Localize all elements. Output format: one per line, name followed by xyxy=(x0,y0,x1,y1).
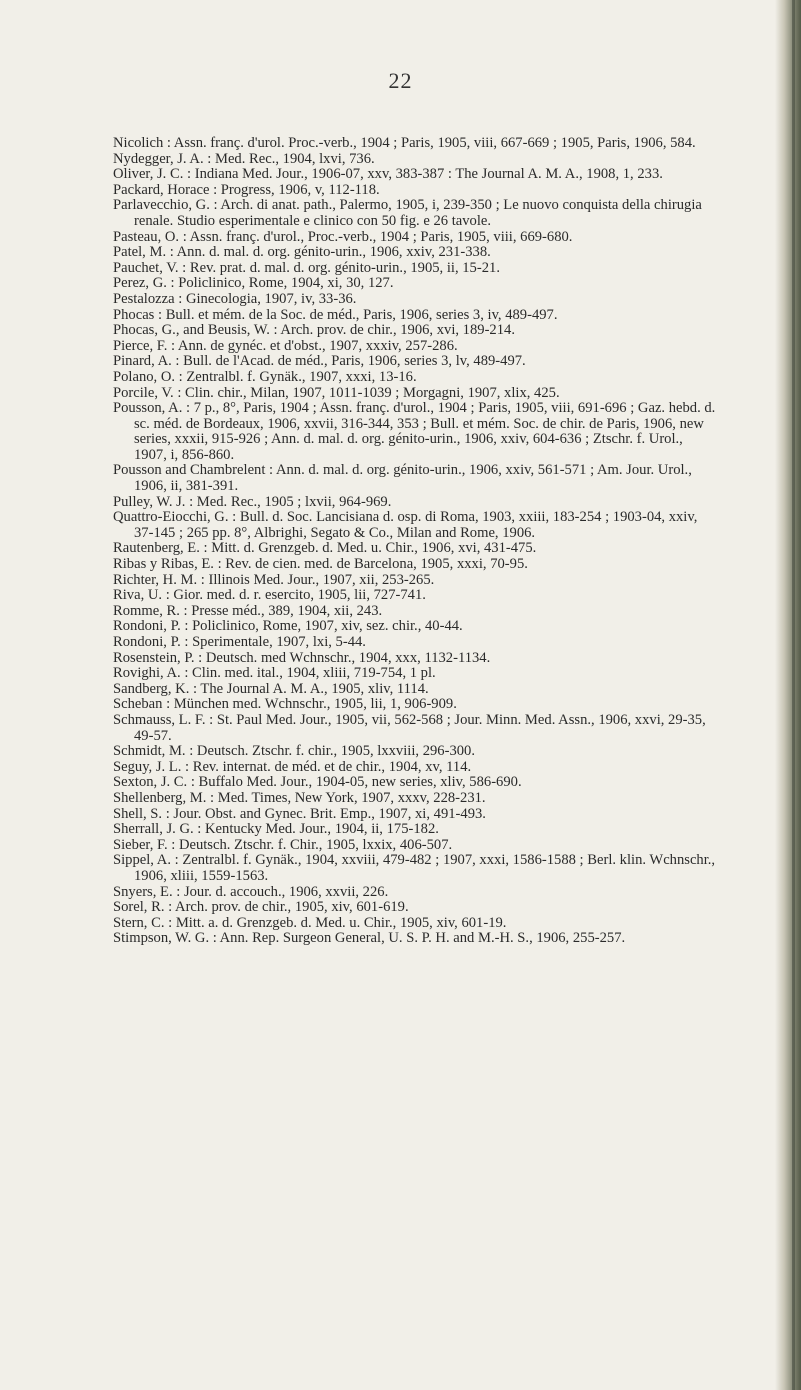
bibliography-entry: Rondoni, P. : Sperimentale, 1907, lxi, 5-44. xyxy=(113,634,366,650)
bibliography-entry: Pinard, A. : Bull. de l'Acad. de méd., Paris, 1906, series 3, lv, 489-497. xyxy=(113,353,526,370)
bibliography-entry: Phocas, G., and Beusis, W. : Arch. prov. de chir., 1906, xvi, 189-214. xyxy=(113,322,515,339)
bibliography-entry: Rosenstein, P. : Deutsch. med Wchnschr., 1904, xxx, 1132-1134. xyxy=(113,649,491,666)
bibliography-entry: Romme, R. : Presse méd., 389, 1904, xii, 243. xyxy=(113,602,383,619)
bibliography-entry: Sherrall, J. G. : Kentucky Med. Jour., 1904, ii, 175-182. xyxy=(113,821,439,838)
bibliography-entry: Richter, H. M. : Illinois Med. Jour., 1907, xii, 253-265. xyxy=(113,571,435,588)
bibliography-entry: Oliver, J. C. : Indiana Med. Jour., 1906-07, xxv, 383-387 : The Journal A. M. A., 1908, 1, 233. xyxy=(113,166,663,183)
bibliography-list xyxy=(113,136,718,947)
bibliography-entry: Shellenberg, M. : Med. Times, New York, 1907, xxxv, 228-231. xyxy=(113,789,486,806)
bibliography-entry: Sexton, J. C. : Buffalo Med. Jour., 1904-05, new series, xliv, 586-690. xyxy=(113,774,522,791)
bibliography-entry: Polano, O. : Zentralbl. f. Gynäk., 1907, xxxi, 13-16. xyxy=(113,368,417,385)
bibliography-entry: Pierce, F. : Ann. de gynéc. et d'obst., 1907, xxxiv, 257-286. xyxy=(113,337,458,354)
bibliography-entry: Scheban : München med. Wchnschr., 1905, lii, 1, 906-909. xyxy=(113,696,457,713)
bibliography-entry: Stern, C. : Mitt. a. d. Grenzgeb. d. Med. u. Chir., 1905, xiv, 601-19. xyxy=(113,914,507,931)
bibliography-entry: Rautenberg, E. : Mitt. d. Grenzgeb. d. Med. u. Chir., 1906, xvi, 431-475. xyxy=(113,540,537,557)
scanned-page-edge xyxy=(775,0,801,1390)
bibliography-entry: Nydegger, J. A. : Med. Rec., 1904, lxvi, 736. xyxy=(113,150,375,167)
bibliography-entry: Nicolich : Assn. franç. d'urol. Proc.-verb., 1904 ; Paris, 1905, viii, 667-669 ; 1905, Paris, 1906, 584. xyxy=(113,135,696,151)
bibliography-entry: Quattro-Eiocchi, G. : Bull. d. Soc. Lancisiana d. osp. di Roma, 1903, xxiii, 183-254 ; 1903-04, xxiv, 37-145 ; 265 pp. 8°, Albrighi, Segato & Co., Milan and Rome, 1906. xyxy=(113,509,698,541)
bibliography-entry: Snyers, E. : Jour. d. accouch., 1906, xxvii, 226. xyxy=(113,883,389,900)
bibliography-entry: Schmidt, M. : Deutsch. Ztschr. f. chir., 1905, lxxviii, 296-300. xyxy=(113,743,475,760)
bibliography-entry: Sippel, A. : Zentralbl. f. Gynäk., 1904, xxviii, 479-482 ; 1907, xxxi, 1586-1588 ; Berl. klin. Wchnschr., 1906, xliii, 1559-1563. xyxy=(113,852,716,884)
bibliography-entry: Schmauss, L. F. : St. Paul Med. Jour., 1905, vii, 562-568 ; Jour. Minn. Med. Assn., 1906, xxvi, 29-35, 49-57. xyxy=(113,711,706,744)
bibliography-entry: Perez, G. : Policlinico, Rome, 1904, xi, 30, 127. xyxy=(113,275,394,292)
page-number: 22 xyxy=(388,68,413,93)
bibliography-entry: Riva, U. : Gior. med. d. r. esercito, 1905, lii, 727-741. xyxy=(113,587,426,604)
bibliography-entry: Ribas y Ribas, E. : Rev. de cien. med. de Barcelona, 1905, xxxi, 70-95. xyxy=(113,556,528,573)
bibliography-entry: Pousson, A. : 7 p., 8°, Paris, 1904 ; Assn. franç. d'urol., 1904 ; Paris, 1905, viii, 691-696 ; Gaz. hebd. d. sc. méd. de Bordeaux, 1906, xxvii, 316-344, 353 ; Bull. et mém. Soc. de chir. de Paris, 1906, new series, xxxii, 915-926 ; Ann. d. mal. d. org. génito-urin., 1906, xxiv, 604-636 ; Ztschr. f. Urol., 1907, i, 856-860. xyxy=(113,400,716,463)
bibliography-entry: Pousson and Chambrelent : Ann. d. mal. d. org. génito-urin., 1906, xxiv, 561-571 ; Am. Jour. Urol., 1906, ii, 381-391. xyxy=(113,462,692,495)
bibliography-entry: Pauchet, V. : Rev. prat. d. mal. d. org. génito-urin., 1905, ii, 15-21. xyxy=(113,259,500,276)
bibliography-entry: Porcile, V. : Clin. chir., Milan, 1907, 1011-1039 ; Morgagni, 1907, xlix, 425. xyxy=(113,384,560,401)
bibliography-entry: Rovighi, A. : Clin. med. ital., 1904, xliii, 719-754, 1 pl. xyxy=(113,665,436,682)
bibliography-entry: Sieber, F. : Deutsch. Ztschr. f. Chir., 1905, lxxix, 406-507. xyxy=(113,836,453,853)
scanned-page-edge-shadow xyxy=(792,0,795,1390)
bibliography-entry: Phocas : Bull. et mém. de la Soc. de méd., Paris, 1906, series 3, iv, 489-497. xyxy=(113,306,558,323)
bibliography-entry: Patel, M. : Ann. d. mal. d. org. génito-urin., 1906, xxiv, 231-338. xyxy=(113,244,491,261)
bibliography-entry: Rondoni, P. : Policlinico, Rome, 1907, xiv, sez. chir., 40-44. xyxy=(113,618,463,635)
bibliography-entry: Pestalozza : Ginecologia, 1907, iv, 33-36. xyxy=(113,290,357,307)
bibliography-entry: Seguy, J. L. : Rev. internat. de méd. et de chir., 1904, xv, 114. xyxy=(113,758,472,775)
bibliography-entry: Stimpson, W. G. : Ann. Rep. Surgeon General, U. S. P. H. and M.-H. S., 1906, 255-257. xyxy=(113,930,626,947)
bibliography-entry: Pasteau, O. : Assn. franç. d'urol., Proc.-verb., 1904 ; Paris, 1905, viii, 669-680. xyxy=(113,228,573,245)
bibliography-entry: Packard, Horace : Progress, 1906, v, 112-118. xyxy=(113,181,380,198)
bibliography-entry: Pulley, W. J. : Med. Rec., 1905 ; lxvii, 964-969. xyxy=(113,493,392,510)
bibliography-entry: Shell, S. : Jour. Obst. and Gynec. Brit. Emp., 1907, xi, 491-493. xyxy=(113,805,486,822)
bibliography-entry: Sandberg, K. : The Journal A. M. A., 1905, xliv, 1114. xyxy=(113,680,429,697)
bibliography-entry: Parlavecchio, G. : Arch. di anat. path., Palermo, 1905, i, 239-350 ; Le nuovo conquista della chirugia renale. Studio esperimentale e clinico con 50 fig. e 26 tavole. xyxy=(113,197,702,229)
bibliography-entry: Sorel, R. : Arch. prov. de chir., 1905, xiv, 601-619. xyxy=(113,899,409,916)
